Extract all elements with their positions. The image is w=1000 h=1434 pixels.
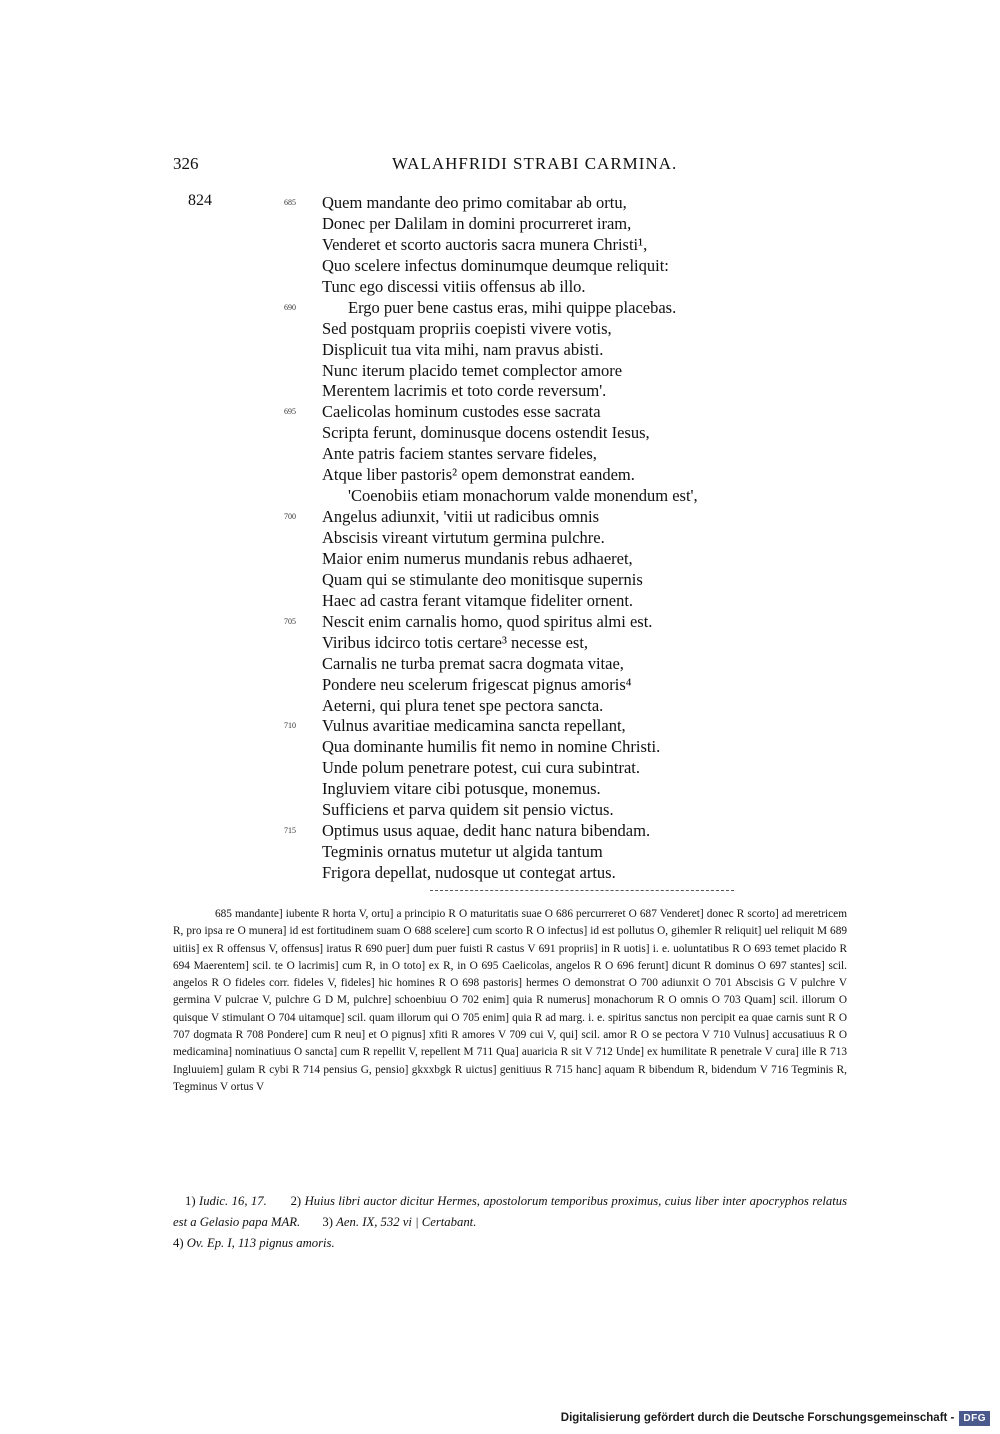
verse-text: Pondere neu scelerum frigescat pignus amoris⁴: [322, 674, 632, 694]
verse-text: Quam qui se stimulante deo monitisque supernis: [322, 569, 643, 589]
footnote-reference: Ov. Ep. I, 113 pignus amoris.: [186, 1236, 335, 1250]
verse-text: Quem mandante deo primo comitabar ab ortu,: [322, 193, 627, 212]
footnote-number: 4): [173, 1236, 184, 1250]
verse-line: [0, 549, 1000, 570]
verse-line: [0, 737, 1000, 758]
line-number: 705: [284, 616, 296, 626]
verse-text: Nescit enim carnalis homo, quod spiritus almi est.: [322, 611, 653, 631]
reference-number: 824: [188, 192, 212, 209]
verse-text: Haec ad castra ferant vitamque fideliter ornent.: [322, 590, 634, 610]
verse-text: Tunc ego discessi vitiis offensus ab illo.: [322, 276, 586, 296]
verse-text: Viribus idcirco totis certare³ necesse est,: [322, 632, 589, 652]
footnote-number: 1): [185, 1194, 196, 1208]
verse-line: [0, 612, 1000, 633]
verse-line: [0, 863, 1000, 884]
line-number: 690: [284, 302, 296, 312]
verse-text: Maior enim numerus mundanis rebus adhaeret,: [322, 548, 633, 568]
verse-line: [0, 381, 1000, 402]
page-number: 326: [173, 154, 199, 173]
poem-text: [0, 193, 1000, 884]
verse-line: [0, 591, 1000, 612]
verse-text: Optimus usus aquae, dedit hanc natura bibendam.: [322, 821, 651, 841]
verse-line: [0, 444, 1000, 465]
line-number: 685: [284, 198, 296, 207]
footnote-number: 3): [322, 1215, 333, 1229]
verse-text: Donec per Dalilam in domini procurreret iram,: [322, 213, 632, 233]
verse-line: [0, 402, 1000, 423]
verse-line: [0, 486, 1000, 507]
verse-line: [0, 528, 1000, 549]
verse-text: 'Coenobiis etiam monachorum valde monendum est',: [348, 486, 698, 506]
verse-text: Sed postquam propriis coepisti vivere votis,: [322, 318, 612, 338]
verse-line: [0, 821, 1000, 842]
verse-line: [0, 214, 1000, 235]
footnote-line: [173, 1191, 847, 1233]
verse-line: [0, 716, 1000, 737]
line-number: 700: [284, 512, 296, 522]
verse-line: [0, 675, 1000, 696]
dfg-footer: [561, 1408, 990, 1428]
footnotes: [173, 1191, 847, 1254]
verse-text: Qua dominante humilis fit nemo in nomine Christi.: [322, 737, 661, 757]
verse-text: Venderet et scorto auctoris sacra munera Christi¹,: [322, 234, 648, 254]
apparatus-paragraph: 685 mandante] iubente R horta V, ortu] a principio R O maturitatis suae O 686 percurreret O 687 Venderet] donec R scorto] ad meretricem R, pro ipsa re O munera] id est fortitudinem suam O 688 scelere] cum scorto R O infectus] id est pollutus O, gihemler R reliquit] uel reliquit M 689 uitiis] ex R offensus V, offensus] iratus R 690 puer] dum puer fuisti R castus V 691 propriis] in R uotis] i. e. uoluntatibus R O 693 temet placido R 694 Maerentem] scil. te O lacrimis] cum R, in O toto] ex R, in O 695 Caelicolas, angelos R O 696 ferunt] dicunt R dominus O 697 stantes] scil. angelos R O fideles corr. fideles V, fideles] hic homines R O 698 pastoris] hermes O demonstrat O 700 adiunxit O 701 Abscisis G V pulchre V germina V pulcrae V, pulchre G D M, pulchre] schoenbiuu O 702 enim] quia R numerus] monachorum R O omnis O 703 Quam] scil. illorum O quisque V stimulant O 704 uitamque] scil. quam illorum qui O 705 enim] quia R ad marg. i. e. spiritus sanctus non percipit ea quae carnis sunt R O 707 dogmata R 708 Pondere] cum R neu] et O pignus] xfiti R amores V 709 cui V, qui] scil. amor R O se pectora V 710 Vulnus] accusatiuus R O medicamina] nominatiuus O sancta] cum R repellit V, repellent M 711 Qua] auaricia R sit V 712 Unde] ex humilitate R penetrale V cura] ille R 713 Ingluuiem] gulam R cybi R 714 pensius G, pensio] gkxxbgk R uictus] genitiuus R 715 hanc] aquam R bibendum R, bidendum V 716 Tegminis R, Tegminus V ortus V: [173, 908, 847, 1093]
separator-rule: [430, 890, 734, 891]
running-title: WALAHFRIDI STRABI CARMINA.: [392, 154, 678, 173]
verse-line: [0, 340, 1000, 361]
verse-line: [0, 779, 1000, 800]
footnote-reference: Huius libri auctor dicitur Hermes, apostolorum temporibus proximus, cuius liber inter apocryphos relatus est a Gelasio papa MAR.: [173, 1194, 848, 1229]
verse-line: [0, 319, 1000, 340]
page-header: [0, 154, 1000, 178]
verse-text: Tegminis ornatus mutetur ut algida tantum: [322, 842, 603, 862]
verse-line: [0, 423, 1000, 444]
verse-text: Vulnus avaritiae medicamina sancta repellant,: [322, 716, 626, 736]
verse-line: [0, 633, 1000, 654]
verse-text: Quo scelere infectus dominumque deumque reliquit:: [322, 255, 669, 275]
verse-text: Ante patris faciem stantes servare fideles,: [322, 444, 597, 464]
verse-line: [0, 298, 1000, 319]
verse-text: Frigora depellat, nudosque ut contegat artus.: [322, 863, 616, 882]
verse-line: [0, 842, 1000, 863]
verse-text: Angelus adiunxit, 'vitii ut radicibus omnis: [322, 507, 600, 527]
verse-line: [0, 696, 1000, 717]
verse-text: Displicuit tua vita mihi, nam pravus abisti.: [322, 339, 604, 359]
verse-text: Aeterni, qui plura tenet spe pectora sancta.: [322, 695, 604, 715]
verse-text: Nunc iterum placido temet complector amore: [322, 360, 623, 380]
line-number: 695: [284, 407, 296, 417]
verse-line: [0, 277, 1000, 298]
verse-text: Ingluviem vitare cibi potusque, monemus.: [322, 779, 601, 799]
verse-line: [0, 654, 1000, 675]
verse-text: Unde polum penetrare potest, cui cura subintrat.: [322, 758, 640, 778]
critical-apparatus: [173, 906, 847, 1096]
footnote-line: [173, 1233, 847, 1254]
verse-text: Atque liber pastoris² opem demonstrat eandem.: [322, 465, 635, 485]
verse-line: [0, 465, 1000, 486]
line-number: 710: [284, 721, 296, 731]
verse-line: [0, 758, 1000, 779]
verse-line: [0, 507, 1000, 528]
verse-text: Merentem lacrimis et toto corde reversum'.: [322, 381, 607, 401]
verse-line: [0, 800, 1000, 821]
verse-text: Scripta ferunt, dominusque docens ostendit Iesus,: [322, 423, 650, 443]
verse-text: Ergo puer bene castus eras, mihi quippe placebas.: [348, 297, 677, 317]
footnote-number: 2): [290, 1194, 302, 1208]
footnote-reference: Aen. IX, 532 vi | Certabant.: [336, 1215, 477, 1229]
verse-text: Abscisis vireant virtutum germina pulchre.: [322, 528, 605, 547]
verse-line: [0, 256, 1000, 277]
dfg-logo-icon: DFG: [959, 1411, 990, 1426]
verse-line: [0, 570, 1000, 591]
verse-line: [0, 361, 1000, 382]
verse-line: [0, 193, 1000, 214]
footnote-reference: Iudic. 16, 17.: [198, 1194, 267, 1208]
verse-text: Carnalis ne turba premat sacra dogmata vitae,: [322, 653, 624, 673]
line-number: 715: [284, 826, 296, 836]
verse-text: Caelicolas hominum custodes esse sacrata: [322, 402, 601, 422]
verse-text: Sufficiens et parva quidem sit pensio victus.: [322, 800, 614, 820]
verse-line: [0, 235, 1000, 256]
footer-text: Digitalisierung gefördert durch die Deutsche Forschungsgemeinschaft -: [560, 1412, 955, 1424]
